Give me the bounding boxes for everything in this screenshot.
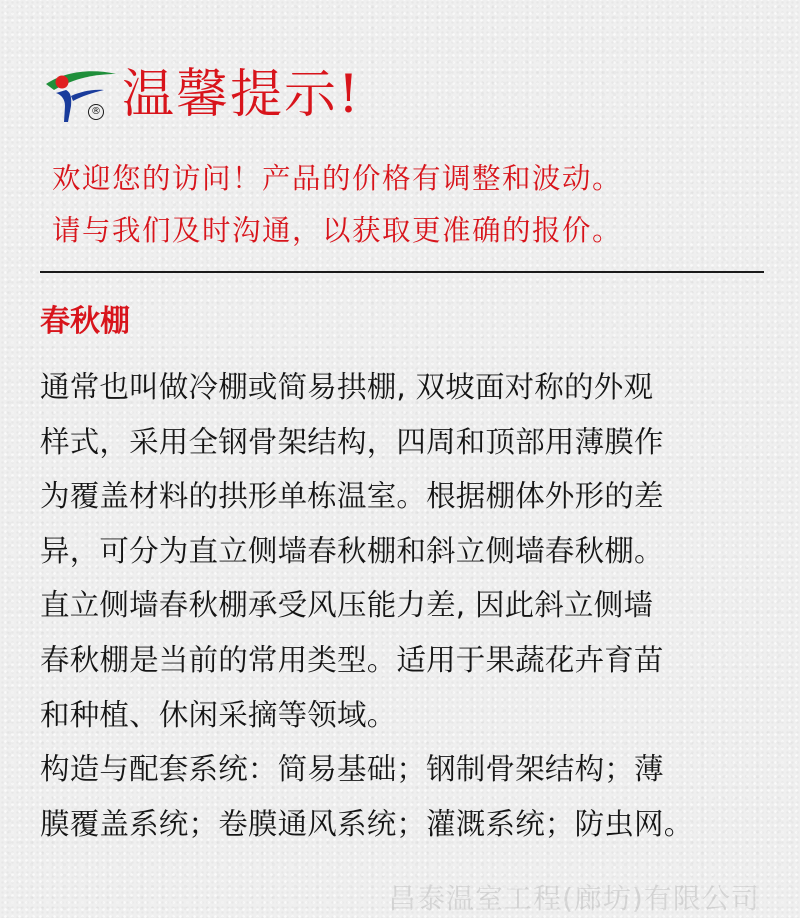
price-notice-line: 欢迎您的访问！产品的价格有调整和波动。: [52, 162, 623, 195]
registered-mark: ®: [88, 104, 104, 120]
divider: [40, 271, 764, 273]
description-line: 构造与配套系统：简易基础；钢制骨架结构；薄: [40, 752, 664, 787]
description-line: 春秋棚是当前的常用类型。适用于果蔬花卉育苗: [40, 642, 664, 677]
company-watermark: 昌泰温室工程(廊坊)有限公司: [388, 882, 760, 915]
description-line: 直立侧墙春秋棚承受风压能力差, 因此斜立侧墙: [40, 588, 654, 623]
description-line: 异，可分为直立侧墙春秋棚和斜立侧墙春秋棚。: [40, 533, 664, 568]
description-line: 通常也叫做冷棚或简易拱棚, 双坡面对称的外观: [40, 370, 654, 404]
brand-logo-icon: [40, 62, 118, 126]
header: [40, 58, 780, 134]
contact-notice-line: 请与我们及时沟通，以获取更准确的报价。: [52, 214, 623, 247]
page-title: 温馨提示!: [122, 65, 361, 125]
section-title: 春秋棚: [40, 304, 130, 339]
description-line: 膜覆盖系统；卷膜通风系统；灌溉系统；防虫网。: [40, 806, 694, 841]
description-line: 和种植、休闲采摘等领域。: [40, 697, 397, 732]
description-line: 为覆盖材料的拱形单栋温室。根据棚体外形的差: [40, 479, 664, 514]
description-line: 样式，采用全钢骨架结构，四周和顶部用薄膜作: [40, 424, 664, 459]
description-body: [40, 360, 770, 851]
